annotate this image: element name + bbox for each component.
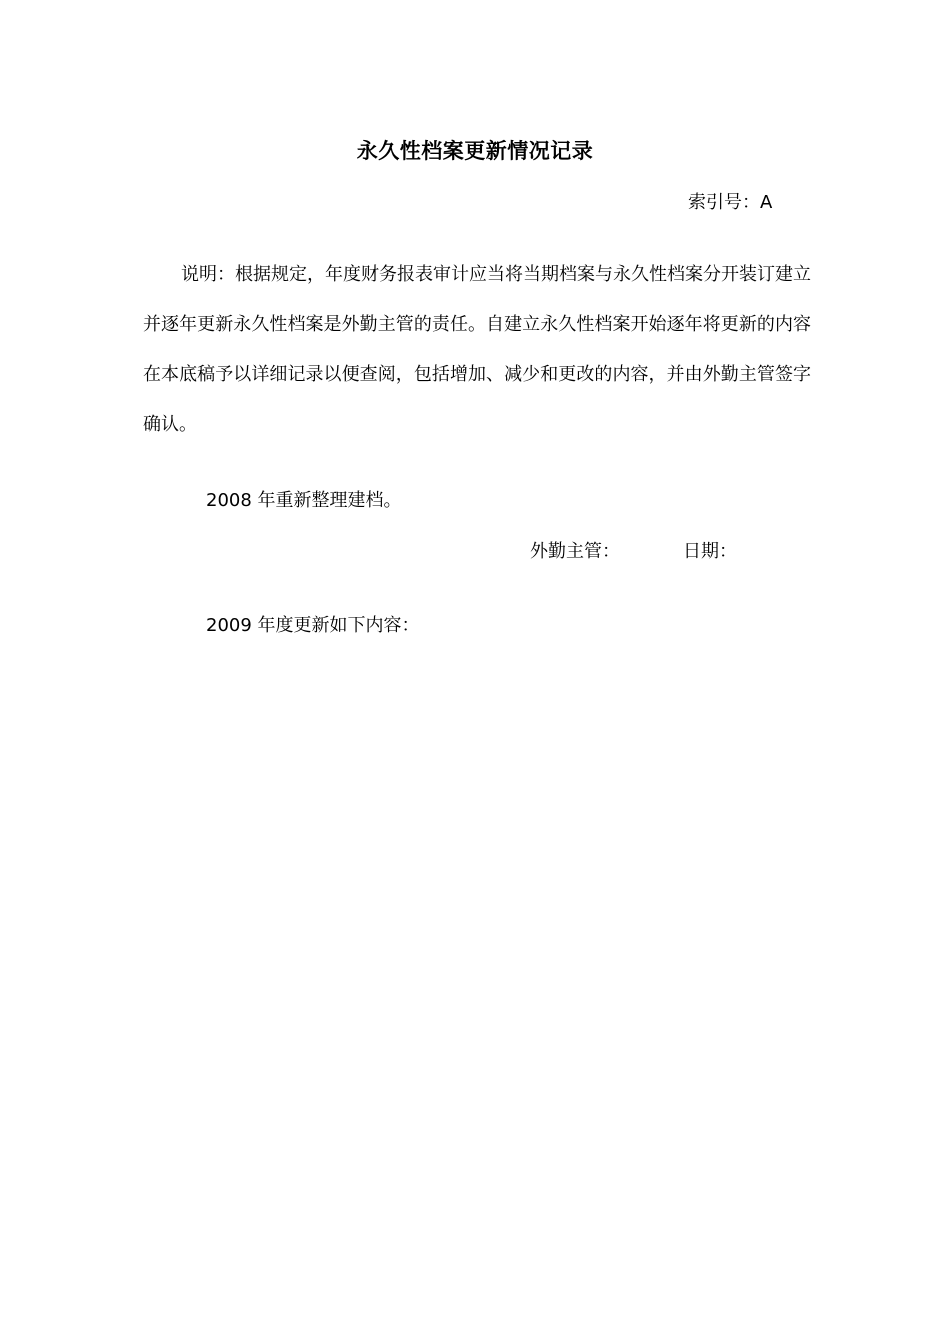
entry-2008: 2008 年重新整理建档。 [206,490,402,511]
description-paragraph: 说明：根据规定，年度财务报表审计应当将当期档案与永久性档案分开装订建立并逐年更新永久性档案是外勤主管的责任。自建立永久性档案开始逐年将更新的内容在本底稿予以详细记录以便查阅，包括增加、减少和更改的内容，并由外勤主管签字确认。 [143,264,811,435]
date-label: 日期： [683,541,737,562]
document-title: 永久性档案更新情况记录 [356,139,594,163]
supervisor-signature-label: 外勤主管： [530,541,620,562]
index-number: 索引号：A [688,192,773,213]
entry-2009: 2009 年度更新如下内容： [206,615,420,636]
